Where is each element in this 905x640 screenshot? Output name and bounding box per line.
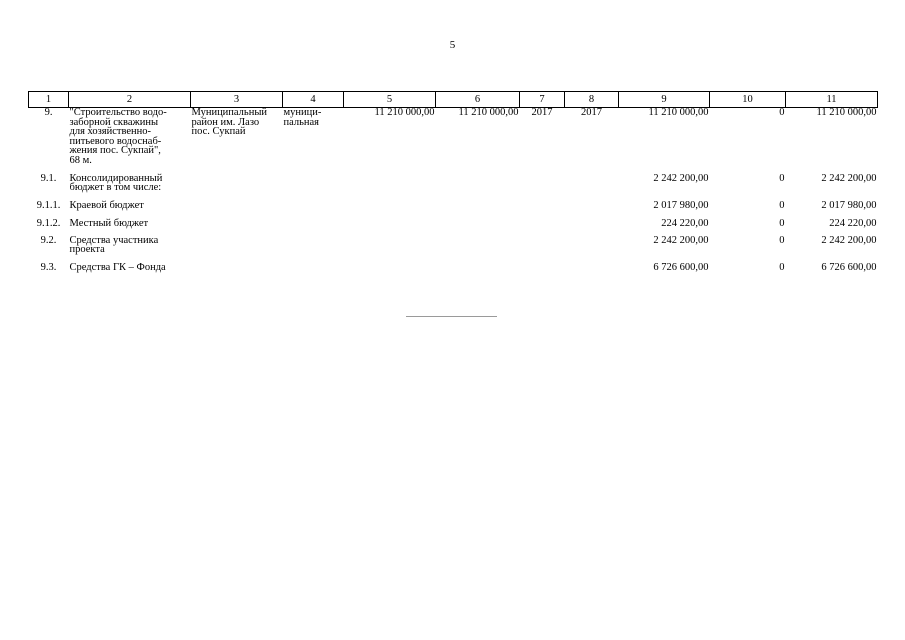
row-c8: 2017 (581, 107, 602, 118)
row-c9: 6 726 600,00 (653, 261, 709, 273)
col-header: 1 (29, 92, 69, 108)
row-c9: 2 242 200,00 (653, 172, 709, 184)
table-row (29, 263, 878, 281)
col-header: 4 (283, 92, 344, 108)
col-header: 6 (436, 92, 520, 108)
row-number: 9.1.2. (36, 217, 61, 229)
header-row (29, 92, 878, 108)
row-ownership: муници- пальная (283, 107, 322, 128)
row-c10: 0 (779, 172, 785, 184)
financing-table (28, 91, 878, 281)
col-header: 2 (69, 92, 191, 108)
row-name: Консолидированный бюджет в том числе: (69, 172, 163, 193)
col-header: 9 (619, 92, 710, 108)
row-number: 9.2. (40, 234, 57, 246)
row-name: Средства участника проекта (69, 234, 159, 255)
row-c11: 2 017 980,00 (821, 199, 877, 211)
table-row (29, 236, 878, 263)
col-header: 3 (191, 92, 283, 108)
row-location: Муниципальный район им. Лазо пос. Сукпай (191, 107, 267, 137)
row-c11: 6 726 600,00 (821, 261, 877, 273)
row-c9: 2 017 980,00 (653, 199, 709, 211)
end-rule (406, 316, 497, 317)
row-number: 9.1. (40, 172, 57, 184)
row-c10: 0 (779, 261, 785, 273)
row-c9: 2 242 200,00 (653, 234, 709, 246)
col-header: 5 (344, 92, 436, 108)
row-c9: 224 220,00 (661, 217, 709, 229)
col-header: 7 (520, 92, 565, 108)
row-c5: 11 210 000,00 (374, 107, 435, 118)
row-c6: 11 210 000,00 (458, 107, 519, 118)
table-row (29, 108, 878, 174)
col-header: 11 (786, 92, 878, 108)
row-number: 9.1.1. (36, 199, 61, 211)
row-c11: 2 242 200,00 (821, 234, 877, 246)
row-name: Местный бюджет (69, 217, 149, 229)
table-row (29, 201, 878, 219)
row-name: Краевой бюджет (69, 199, 144, 211)
table-row (29, 219, 878, 236)
row-c11: 2 242 200,00 (821, 172, 877, 184)
row-c10: 0 (779, 199, 785, 211)
row-number: 9.3. (40, 261, 57, 273)
row-name: "Строительство водо- заборной скважины для хозяйственно- питьевого водоснаб- жения пос. Сукпай", 68 м. (69, 107, 167, 166)
col-header: 10 (710, 92, 786, 108)
row-name: Средства ГК – Фонда (69, 261, 166, 273)
row-c10: 0 (779, 107, 785, 118)
row-number: 9. (44, 107, 53, 118)
row-c7: 2017 (531, 107, 553, 118)
row-c11: 224 220,00 (829, 217, 877, 229)
row-c10: 0 (779, 217, 785, 229)
row-c9: 11 210 000,00 (648, 107, 709, 118)
page-number: 5 (449, 39, 456, 51)
row-c11: 11 210 000,00 (816, 107, 877, 118)
row-c10: 0 (779, 234, 785, 246)
col-header: 8 (565, 92, 619, 108)
table-row (29, 174, 878, 201)
